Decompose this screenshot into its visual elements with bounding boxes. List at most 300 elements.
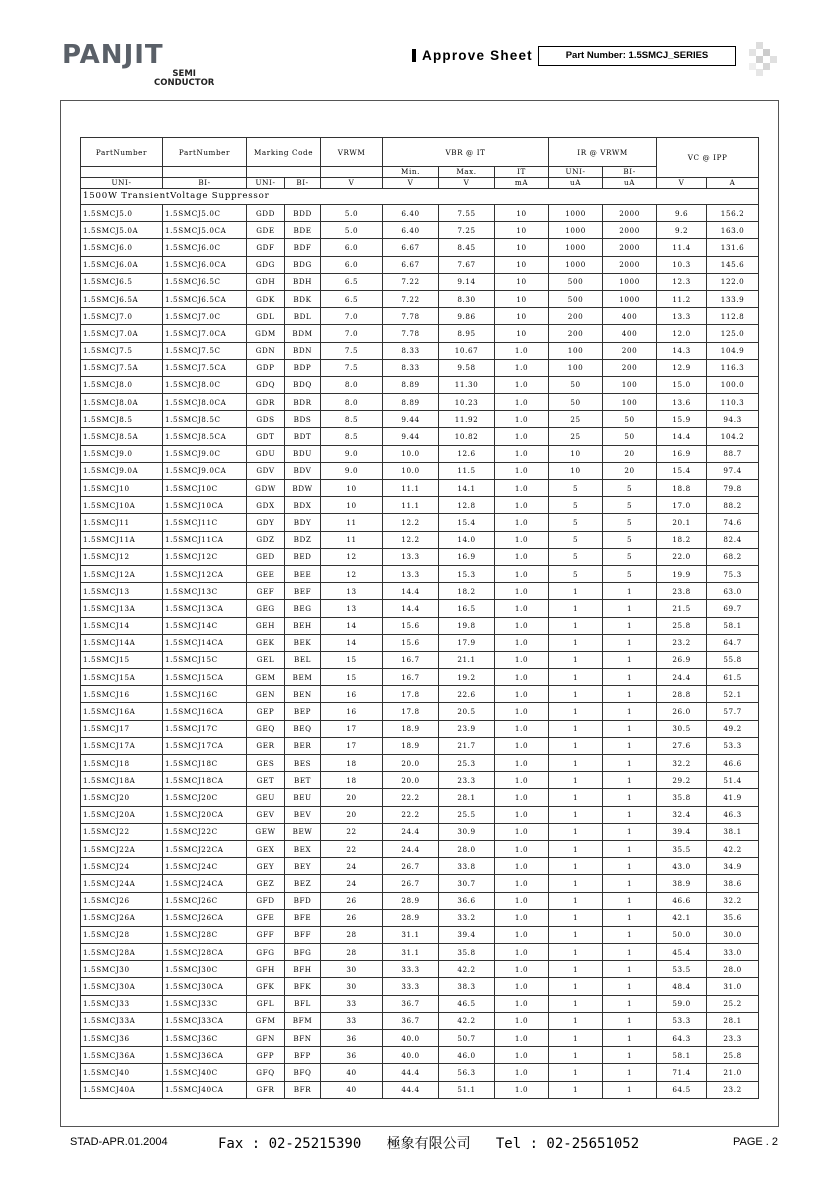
table-row [81,720,759,737]
table-cell: 31.0 [707,978,759,995]
table-cell: 1 [603,840,657,857]
table-cell: 1.5SMCJ11CA [163,531,247,548]
table-cell: BDY [285,514,321,531]
table-cell: 57.7 [707,703,759,720]
table-cell: 1.5SMCJ7.0A [81,325,163,342]
table-row [81,926,759,943]
table-cell: 1 [549,634,603,651]
table-cell: 71.4 [657,1064,707,1081]
table-cell: 15.0 [657,376,707,393]
table-cell: 1.5SMCJ18CA [163,772,247,789]
table-cell: 14.4 [383,600,439,617]
table-cell: 10 [495,290,549,307]
table-cell: 14 [321,634,383,651]
table-cell: 1.5SMCJ9.0A [81,462,163,479]
table-cell: 39.4 [657,823,707,840]
table-cell: 13.3 [657,308,707,325]
table-cell: BFH [285,961,321,978]
table-cell: 26 [321,892,383,909]
table-cell: 1 [549,669,603,686]
table-cell: 2000 [603,222,657,239]
table-cell: 97.4 [707,462,759,479]
table-cell: 1.5SMCJ36A [81,1047,163,1064]
table-cell: 1.5SMCJ40CA [163,1081,247,1098]
table-cell: 29.2 [657,772,707,789]
table-cell: 145.6 [707,256,759,273]
table-cell: 125.0 [707,325,759,342]
table-cell: BEF [285,583,321,600]
table-cell: 1 [603,772,657,789]
table-cell: 1.5SMCJ36CA [163,1047,247,1064]
table-cell: 1.0 [495,961,549,978]
table-cell: BFP [285,1047,321,1064]
table-cell: 25 [549,411,603,428]
table-cell: 1 [549,978,603,995]
table-cell: 8.89 [383,394,439,411]
table-row [81,961,759,978]
table-cell: 24.4 [383,840,439,857]
table-cell: 1.0 [495,840,549,857]
table-cell: 1.5SMCJ24CA [163,875,247,892]
table-cell: 1.5SMCJ20 [81,789,163,806]
table-cell: 20.0 [383,772,439,789]
table-cell: 11 [321,514,383,531]
table-cell: 16.7 [383,669,439,686]
table-cell: 1 [603,858,657,875]
table-cell: BFG [285,944,321,961]
table-cell: 12 [321,548,383,565]
table-row [81,840,759,857]
table-cell: 7.5 [321,359,383,376]
table-cell: BFQ [285,1064,321,1081]
table-cell: 49.2 [707,720,759,737]
table-cell: BDF [285,239,321,256]
table-cell: 1.0 [495,858,549,875]
table-cell: 1000 [603,273,657,290]
table-cell: 58.1 [707,617,759,634]
table-cell: 1.5SMCJ30 [81,961,163,978]
table-cell: 7.22 [383,290,439,307]
table-cell: 25.3 [439,755,495,772]
table-cell: 1.5SMCJ16CA [163,703,247,720]
table-cell: 1 [549,1081,603,1098]
table-cell: 44.4 [383,1064,439,1081]
table-cell: 122.0 [707,273,759,290]
table-cell: 30 [321,978,383,995]
table-cell: 42.1 [657,909,707,926]
table-row [81,634,759,651]
table-cell: 1.5SMCJ28A [81,944,163,961]
table-cell: 88.7 [707,445,759,462]
table-cell: 1 [549,858,603,875]
table-cell: 1 [603,806,657,823]
table-cell: 11.1 [383,480,439,497]
table-cell: BER [285,737,321,754]
table-cell: GEV [247,806,285,823]
table-cell: GDH [247,273,285,290]
table-cell: 6.40 [383,222,439,239]
table-cell: 1 [549,703,603,720]
table-cell: 200 [549,308,603,325]
table-cell: 5.0 [321,222,383,239]
table-cell: 1.5SMCJ6.0CA [163,256,247,273]
table-cell: 28.8 [657,686,707,703]
table-cell: 16 [321,686,383,703]
table-cell: 1.5SMCJ6.5A [81,290,163,307]
table-cell: 5 [549,531,603,548]
table-cell: 1 [603,823,657,840]
table-cell: BEQ [285,720,321,737]
table-cell: 2000 [603,239,657,256]
table-cell: 1.5SMCJ17A [81,737,163,754]
table-cell: 1.5SMCJ17 [81,720,163,737]
table-cell: BDQ [285,376,321,393]
table-cell: 1.5SMCJ20A [81,806,163,823]
table-cell: 11.4 [657,239,707,256]
table-row [81,806,759,823]
table-cell: 10 [495,256,549,273]
table-cell: 50 [549,394,603,411]
table-cell: 15 [321,669,383,686]
table-cell: 40 [321,1064,383,1081]
table-cell: 200 [549,325,603,342]
table-cell: 17.8 [383,686,439,703]
table-cell: 1 [603,978,657,995]
table-cell: 15.3 [439,565,495,582]
table-cell: 7.55 [439,205,495,222]
table-cell: 30.9 [439,823,495,840]
table-cell: 1.5SMCJ5.0A [81,222,163,239]
table-cell: BFK [285,978,321,995]
table-cell: 12.3 [657,273,707,290]
table-cell: 1 [603,1030,657,1047]
table-cell: 17 [321,720,383,737]
table-cell: 13.6 [657,394,707,411]
table-cell: 1.5SMCJ11A [81,531,163,548]
table-cell: 1.5SMCJ9.0CA [163,462,247,479]
spec-table [80,137,759,1099]
table-cell: 5 [603,565,657,582]
table-cell: 1 [603,909,657,926]
table-cell: 1 [549,1064,603,1081]
table-cell: 1.0 [495,497,549,514]
table-cell: 100 [549,342,603,359]
table-cell: 1 [549,686,603,703]
table-cell: 1 [549,600,603,617]
table-cell: 10.82 [439,428,495,445]
logo-subtitle: SEMI CONDUCTOR [154,69,215,88]
table-cell: 21.5 [657,600,707,617]
table-cell: 9.2 [657,222,707,239]
table-cell: 46.5 [439,995,495,1012]
table-cell: 1 [549,823,603,840]
table-cell: 11 [321,531,383,548]
table-cell: 17.8 [383,703,439,720]
table-cell: 40.0 [383,1047,439,1064]
table-cell: 1.5SMCJ10C [163,480,247,497]
table-cell: 1.5SMCJ7.5CA [163,359,247,376]
table-row [81,308,759,325]
table-cell: 7.25 [439,222,495,239]
table-cell: 28.0 [439,840,495,857]
table-cell: 1000 [549,239,603,256]
table-cell: 1 [603,669,657,686]
table-cell: 1.5SMCJ7.5A [81,359,163,376]
table-cell: 5 [549,514,603,531]
table-cell: GDL [247,308,285,325]
table-cell: GDS [247,411,285,428]
table-cell: 1.0 [495,514,549,531]
table-cell: 1 [549,961,603,978]
table-cell: 1 [603,737,657,754]
table-cell: 6.0 [321,239,383,256]
table-cell: 10 [495,273,549,290]
table-cell: 36 [321,1030,383,1047]
table-cell: 1.0 [495,686,549,703]
table-cell: 1.0 [495,737,549,754]
table-cell: 1 [603,755,657,772]
table-row [81,445,759,462]
table-cell: 1000 [549,222,603,239]
table-cell: 6.67 [383,239,439,256]
table-cell: GDK [247,290,285,307]
table-cell: 1 [603,651,657,668]
table-cell: 21.7 [439,737,495,754]
table-cell: 1 [603,892,657,909]
table-cell: 9.86 [439,308,495,325]
table-cell: 1.5SMCJ15CA [163,669,247,686]
table-cell: 35.5 [657,840,707,857]
table-cell: 10 [321,497,383,514]
table-cell: 25.8 [707,1047,759,1064]
table-cell: GFM [247,1012,285,1029]
table-cell: 1.5SMCJ30A [81,978,163,995]
table-cell: 28 [321,944,383,961]
table-cell: 40 [321,1081,383,1098]
table-cell: GDN [247,342,285,359]
table-cell: 1.0 [495,600,549,617]
table-cell: 1 [549,617,603,634]
table-cell: 1.5SMCJ24A [81,875,163,892]
col-header: PartNumber [163,138,247,167]
table-cell: 1 [603,703,657,720]
table-cell: 1.5SMCJ20C [163,789,247,806]
unit-header: mA [495,178,549,189]
table-cell: 24.4 [383,823,439,840]
table-cell: 10 [549,462,603,479]
table-cell: 94.3 [707,411,759,428]
table-row [81,617,759,634]
table-cell: 1.5SMCJ33A [81,1012,163,1029]
table-cell: 1.5SMCJ6.5 [81,273,163,290]
table-cell: 46.0 [439,1047,495,1064]
table-cell: 28.0 [707,961,759,978]
table-cell: 10 [495,308,549,325]
table-cell: GEK [247,634,285,651]
table-cell: 58.1 [657,1047,707,1064]
table-cell: GDT [247,428,285,445]
table-cell: 1 [549,1030,603,1047]
unit-header: UNI- [81,178,163,189]
table-cell: 9.0 [321,445,383,462]
table-cell: GEX [247,840,285,857]
table-cell: 1 [603,617,657,634]
table-cell: 50.7 [439,1030,495,1047]
table-row [81,239,759,256]
table-cell: GED [247,548,285,565]
table-cell: 5 [603,514,657,531]
table-cell: 1.5SMCJ16C [163,686,247,703]
table-cell: 1.5SMCJ22C [163,823,247,840]
table-cell: 1 [603,875,657,892]
table-cell: 1.0 [495,342,549,359]
table-cell: 22 [321,840,383,857]
table-cell: 88.2 [707,497,759,514]
table-cell: 1.5SMCJ13 [81,583,163,600]
table-cell: 16.9 [657,445,707,462]
table-cell: 32.2 [657,755,707,772]
table-cell: 1.0 [495,772,549,789]
table-cell: 1.5SMCJ5.0CA [163,222,247,239]
table-cell: 1 [549,875,603,892]
table-cell: 1.5SMCJ10CA [163,497,247,514]
table-cell: 40.0 [383,1030,439,1047]
table-cell: 10 [495,205,549,222]
table-cell: 20 [321,806,383,823]
table-cell: 104.2 [707,428,759,445]
table-cell: 1.5SMCJ11C [163,514,247,531]
unit-header: UNI- [247,178,285,189]
table-cell: 10.0 [383,445,439,462]
table-cell: BDW [285,480,321,497]
table-cell: GFG [247,944,285,961]
table-cell: 200 [603,359,657,376]
table-cell: 12.2 [383,514,439,531]
table-cell: 42.2 [439,1012,495,1029]
table-cell: 14.3 [657,342,707,359]
table-cell: 22.6 [439,686,495,703]
table-cell: 20.1 [657,514,707,531]
table-cell: 1.5SMCJ22CA [163,840,247,857]
table-cell: 13 [321,583,383,600]
table-cell: 1.0 [495,651,549,668]
table-cell: 1 [549,995,603,1012]
table-cell: BFD [285,892,321,909]
table-cell: GEG [247,600,285,617]
table-cell: 50 [549,376,603,393]
table-cell: 24 [321,858,383,875]
table-cell: 46.3 [707,806,759,823]
table-row [81,548,759,565]
table-cell: 31.1 [383,944,439,961]
table-cell: 1.5SMCJ14 [81,617,163,634]
table-cell: 38.3 [439,978,495,995]
table-cell: 1.5SMCJ15 [81,651,163,668]
table-cell: 5 [549,565,603,582]
table-cell: 51.1 [439,1081,495,1098]
table-cell: 1.0 [495,428,549,445]
table-cell: 1.0 [495,531,549,548]
table-row [81,737,759,754]
table-cell: 8.5 [321,428,383,445]
table-cell: 33.8 [439,858,495,875]
table-cell: BDT [285,428,321,445]
table-cell: 7.67 [439,256,495,273]
table-cell: 1.5SMCJ8.0 [81,376,163,393]
table-cell: 16.5 [439,600,495,617]
table-cell: GDY [247,514,285,531]
table-cell: 500 [549,290,603,307]
table-cell: 8.89 [383,376,439,393]
part-number-box: Part Number: 1.5SMCJ_SERIES [538,46,736,66]
table-cell: 1 [549,1047,603,1064]
table-cell: 1.5SMCJ36 [81,1030,163,1047]
table-cell: 35.8 [439,944,495,961]
table-row [81,583,759,600]
table-cell: 1.0 [495,720,549,737]
table-cell: 1.5SMCJ18 [81,755,163,772]
table-cell: 5.0 [321,205,383,222]
table-cell: 1.5SMCJ7.0CA [163,325,247,342]
table-cell: 55.8 [707,651,759,668]
section-title: 1500W TransientVoltage Suppressor [81,189,759,205]
table-cell: 63.0 [707,583,759,600]
table-cell: 6.67 [383,256,439,273]
table-cell: 50.0 [657,926,707,943]
table-cell: 8.33 [383,359,439,376]
table-cell: 10 [495,222,549,239]
table-row [81,1030,759,1047]
table-cell: 9.0 [321,462,383,479]
table-cell: GFL [247,995,285,1012]
table-cell: BEL [285,651,321,668]
table-cell: 35.8 [657,789,707,806]
table-cell: 8.95 [439,325,495,342]
table-cell: 6.40 [383,205,439,222]
table-cell: 18.8 [657,480,707,497]
table-cell: 33.3 [383,961,439,978]
table-cell: 15.6 [383,634,439,651]
table-cell: GFK [247,978,285,995]
unit-header: V [383,178,439,189]
table-cell: BDP [285,359,321,376]
table-cell: BDH [285,273,321,290]
table-cell: 10 [495,239,549,256]
table-cell: 21.1 [439,651,495,668]
table-cell: 1.5SMCJ40C [163,1064,247,1081]
sub-header: UNI- [549,167,603,178]
table-cell: 36.7 [383,995,439,1012]
table-cell: 30 [321,961,383,978]
table-cell: 14.1 [439,480,495,497]
table-cell: BDX [285,497,321,514]
table-cell: 1.5SMCJ8.5CA [163,428,247,445]
unit-header: V [657,178,707,189]
table-cell: 1.5SMCJ30C [163,961,247,978]
table-cell: 75.3 [707,565,759,582]
table-cell: 5 [603,497,657,514]
table-cell: 1.5SMCJ7.0 [81,308,163,325]
table-cell: 20.5 [439,703,495,720]
table-cell: 1 [603,600,657,617]
table-cell: 15.6 [383,617,439,634]
table-cell: 38.9 [657,875,707,892]
table-cell: 33.0 [707,944,759,961]
unit-header: uA [549,178,603,189]
table-cell: 16 [321,703,383,720]
checker-decoration-icon [745,42,779,76]
table-row [81,376,759,393]
